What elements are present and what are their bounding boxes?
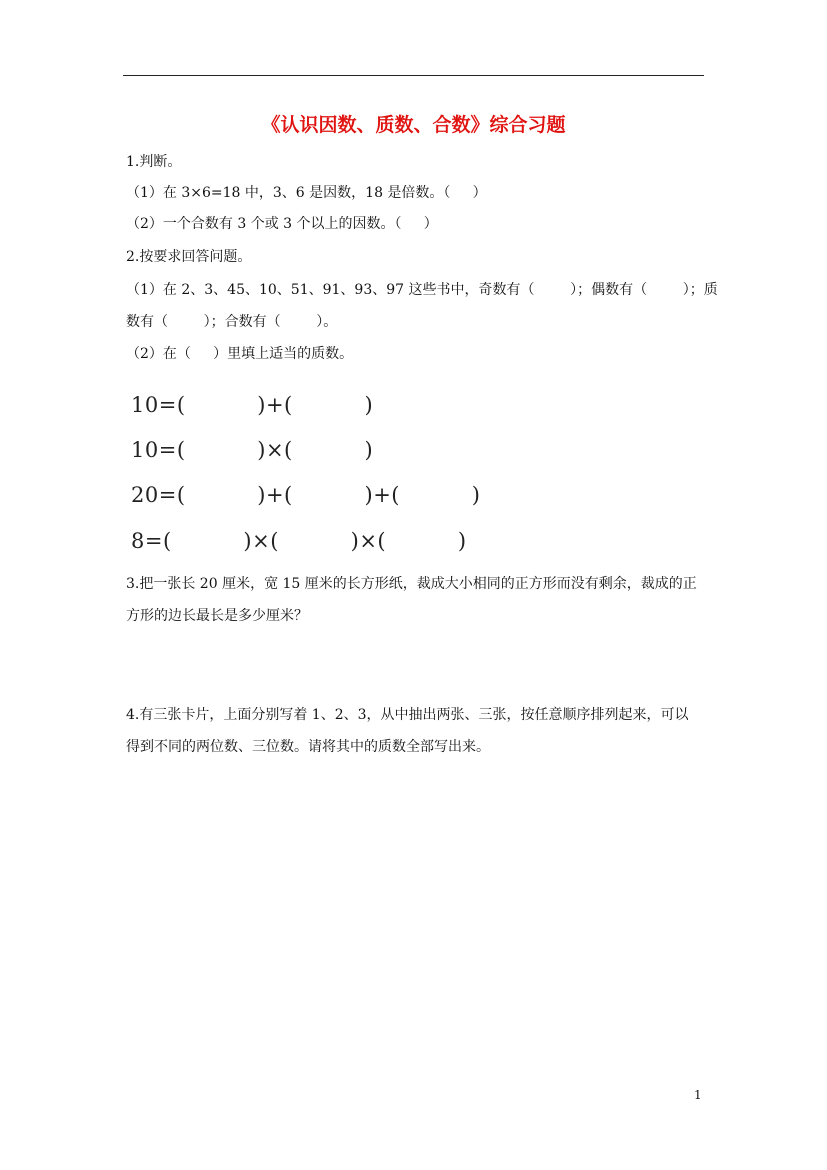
q1-heading: 1.判断。: [126, 154, 182, 170]
q3-line1: 3.把一张长 20 厘米，宽 15 厘米的长方形纸，裁成大小相同的正方形而没有剩余，裁成的正: [126, 576, 697, 592]
q4-line1: 4.有三张卡片，上面分别写着 1、2、3，从中抽出两张、三张，按任意顺序排列起来，可以: [126, 707, 689, 723]
q2-part1-line1: （1）在 2、3、45、10、51、91、93、97 这些书中，奇数有（ ）；偶数有（ ）；质: [126, 282, 718, 298]
q2-heading: 2.按要求回答问题。: [126, 249, 252, 265]
q2-part2: （2）在（ ）里填上适当的质数。: [126, 346, 354, 362]
q4-line2: 得到不同的两位数、三位数。请将其中的质数全部写出来。: [126, 739, 490, 755]
equation-4: 8=( )×( )×( ): [131, 529, 467, 553]
page-title: 《认识因数、质数、合数》综合习题: [261, 114, 566, 136]
page-number: 1: [694, 1088, 702, 1102]
q2-part1-line2: 数有（ ）；合数有（ ）。: [126, 314, 338, 330]
q1-item-1: （1）在 3×6=18 中，3、6 是因数，18 是倍数。（ ）: [126, 185, 487, 201]
q1-item-2: （2）一个合数有 3 个或 3 个以上的因数。（ ）: [126, 216, 438, 232]
header-rule: [123, 75, 704, 76]
equation-1: 10=( )+( ): [131, 393, 374, 417]
q3-line2: 方形的边长最长是多少厘米？: [126, 608, 308, 624]
equation-3: 20=( )+( )+( ): [131, 483, 481, 507]
equation-2: 10=( )×( ): [131, 438, 374, 462]
